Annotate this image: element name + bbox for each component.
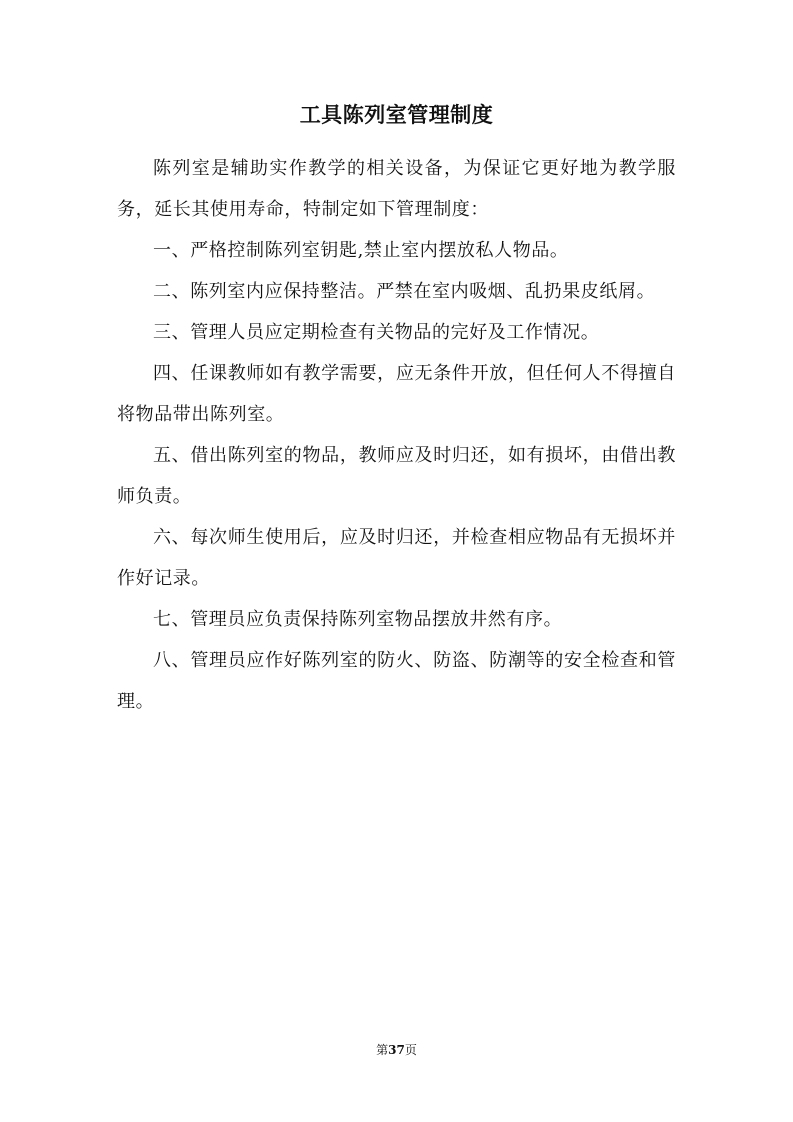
rule-1-paragraph: 一、严格控制陈列室钥匙,禁止室内摆放私人物品。	[153, 240, 569, 261]
page-number: 37	[388, 1043, 405, 1057]
page-number-suffix: 页	[404, 1043, 417, 1057]
rule-5-paragraph: 五、借出陈列室的物品，教师应及时归还，如有损坏，由借出教师负责。	[117, 445, 676, 507]
rule-2-paragraph: 二、陈列室内应保持整洁。严禁在室内吸烟、乱扔果皮纸屑。	[153, 281, 656, 302]
page-number-prefix: 第	[376, 1043, 389, 1057]
rule-4-paragraph: 四、任课教师如有教学需要，应无条件开放，但任何人不得擅自将物品带出陈列室。	[117, 363, 676, 425]
rule-7-paragraph: 七、管理员应负责保持陈列室物品摆放井然有序。	[153, 609, 563, 630]
document-body	[117, 148, 676, 722]
rule-8-paragraph: 八、管理员应作好陈列室的防火、防盗、防潮等的安全检查和管理。	[117, 650, 676, 712]
rule-6-paragraph: 六、每次师生使用后，应及时归还，并检查相应物品有无损坏并作好记录。	[117, 527, 676, 589]
rule-3-paragraph: 三、管理人员应定期检查有关物品的完好及工作情况。	[153, 322, 600, 343]
intro-paragraph: 陈列室是辅助实作教学的相关设备，为保证它更好地为教学服务，延长其使用寿命，特制定如下管理制度：	[117, 158, 676, 220]
page-footer	[0, 1042, 793, 1058]
document-title: 工具陈列室管理制度	[299, 103, 494, 127]
